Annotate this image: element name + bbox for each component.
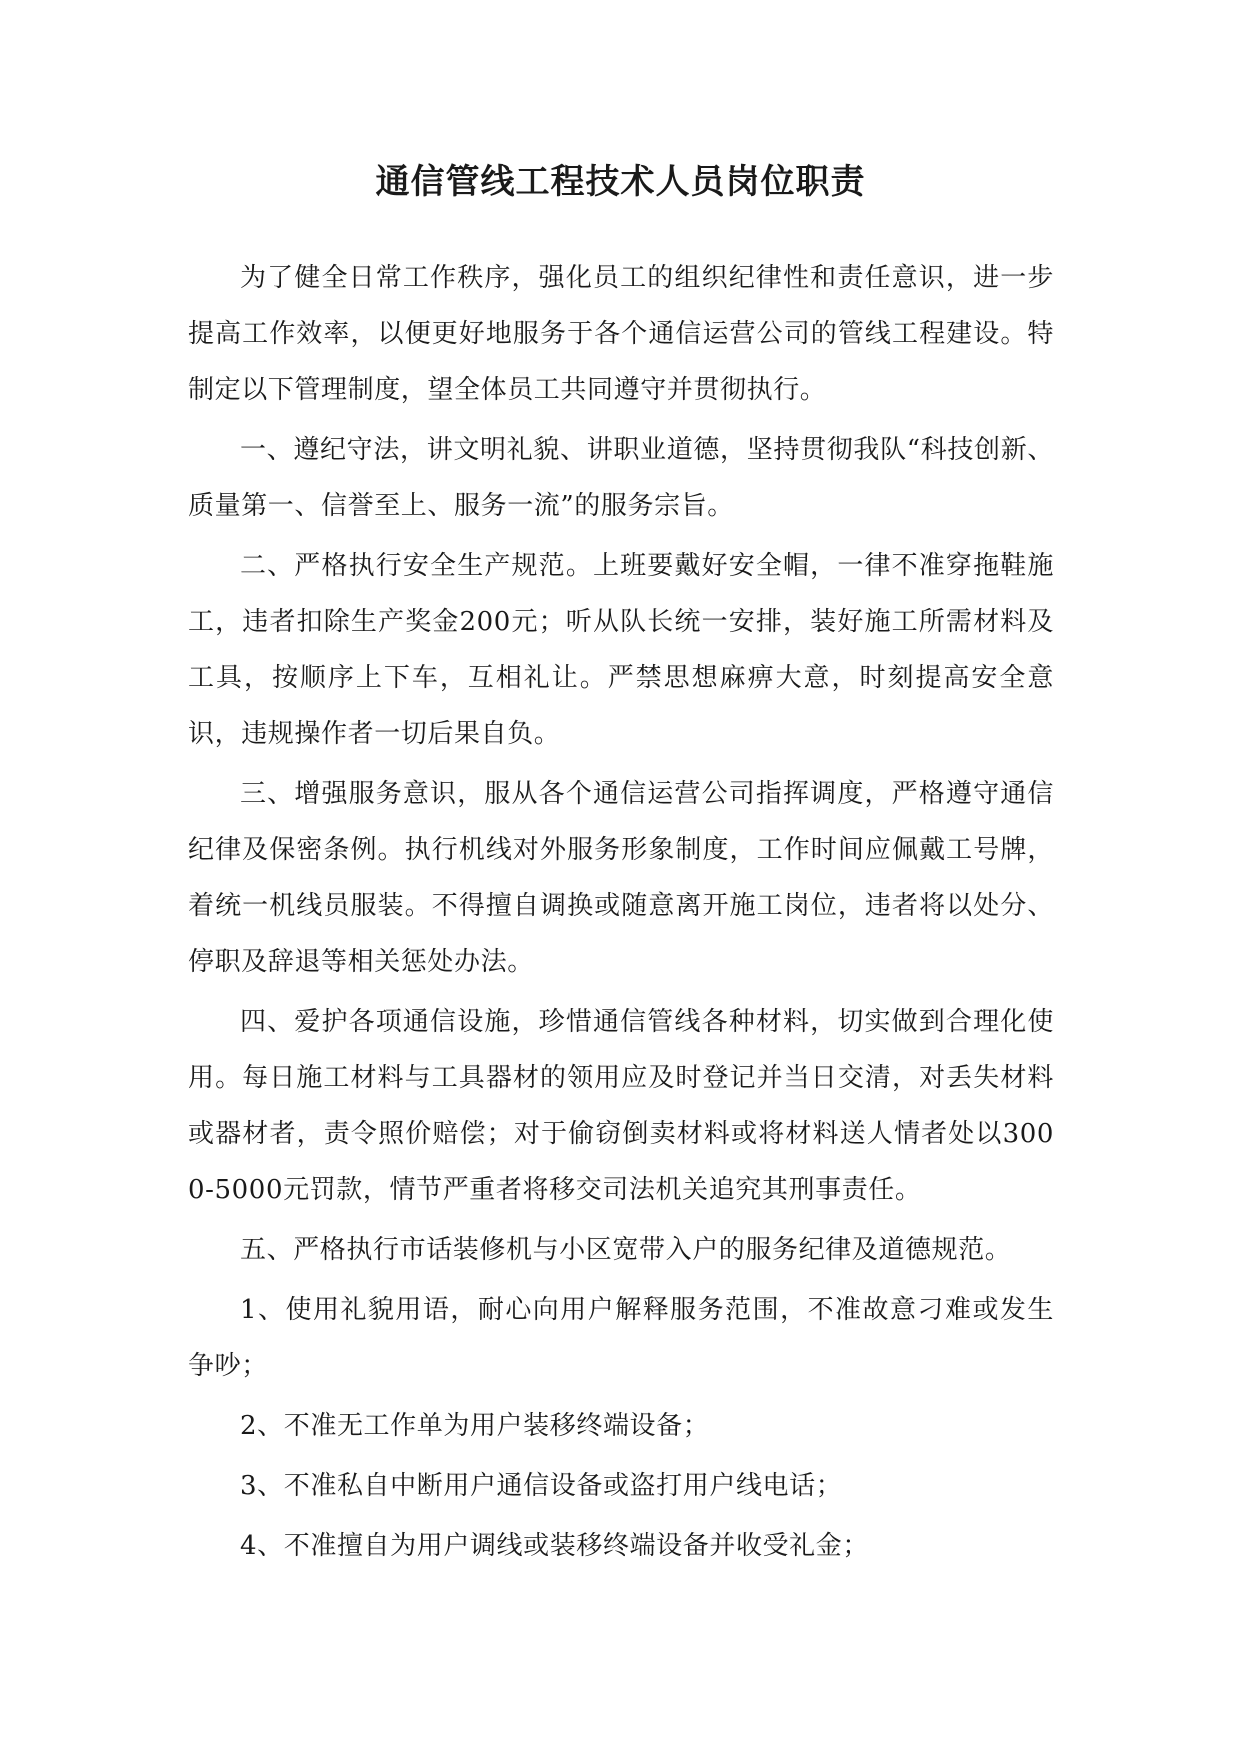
document-title: 通信管线工程技术人员岗位职责 <box>375 162 866 202</box>
paragraph-intro: 为了健全日常工作秩序，强化员工的组织纪律性和责任意识，进一步提高工作效率，以便更好地服务于各个通信运营公司的管线工程建设。特制定以下管理制度，望全体员工共同遵守并贯彻执行。 <box>188 263 1054 405</box>
paragraph-rule-5: 五、严格执行市话装修机与小区宽带入户的服务纪律及道德规范。 <box>240 1235 1012 1265</box>
paragraph-rule-1: 一、遵纪守法，讲文明礼貌、讲职业道德，坚持贯彻我队“科技创新、质量第一、信誉至上、服务一流”的服务宗旨。 <box>188 435 1054 521</box>
paragraph-rule-2: 二、严格执行安全生产规范。上班要戴好安全帽，一律不准穿拖鞋施工，违者扣除生产奖金200元；听从队长统一安排，装好施工所需材料及工具，按顺序上下车，互相礼让。严禁思想麻痹大意，时刻提高安全意识，违规操作者一切后果自负。 <box>188 551 1054 749</box>
list-item-5-2: 2、不准无工作单为用户装移终端设备； <box>240 1411 710 1441</box>
paragraph-rule-3: 三、增强服务意识，服从各个通信运营公司指挥调度，严格遵守通信纪律及保密条例。执行机线对外服务形象制度，工作时间应佩戴工号牌，着统一机线员服装。不得擅自调换或随意离开施工岗位，违者将以处分、停职及辞退等相关惩处办法。 <box>188 779 1054 977</box>
list-item-5-3: 3、不准私自中断用户通信设备或盗打用户线电话； <box>240 1471 843 1501</box>
list-item-5-1: 1、使用礼貌用语，耐心向用户解释服务范围，不准故意刁难或发生争吵； <box>188 1295 1054 1381</box>
paragraph-rule-4: 四、爱护各项通信设施，珍惜通信管线各种材料，切实做到合理化使用。每日施工材料与工具器材的领用应及时登记并当日交清，对丢失材料或器材者，责令照价赔偿；对于偷窃倒卖材料或将材料送人情者处以3000-5000元罚款，情节严重者将移交司法机关追究其刑事责任。 <box>188 1007 1054 1205</box>
document-body <box>188 250 1054 1578</box>
list-item-5-4: 4、不准擅自为用户调线或装移终端设备并收受礼金； <box>240 1531 869 1561</box>
